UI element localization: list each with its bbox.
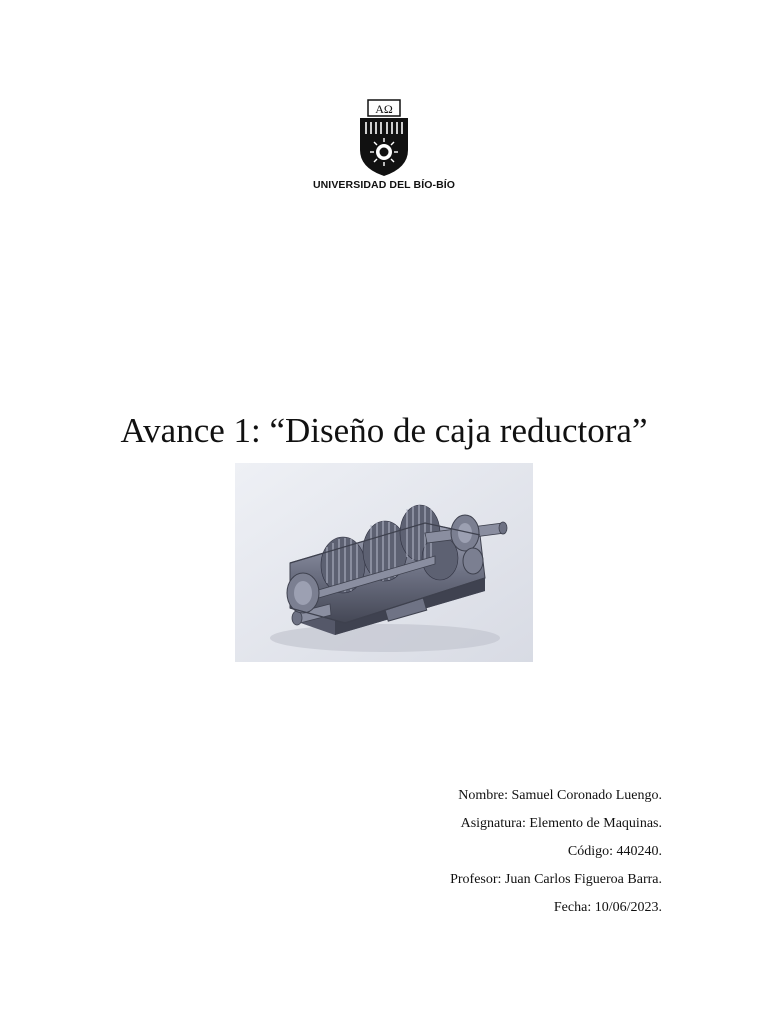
gearbox-image: [235, 463, 533, 662]
info-profesor: Profesor: Juan Carlos Figueroa Barra.: [450, 872, 662, 887]
info-nombre: Nombre: Samuel Coronado Luengo.: [458, 788, 662, 803]
document-title: Avance 1: “Diseño de caja reductora”: [120, 411, 648, 450]
university-logo: [280, 98, 488, 198]
university-name: UNIVERSIDAD DEL BÍO-BÍO: [312, 179, 456, 191]
student-info: [450, 786, 662, 926]
svg-text:AΩ: AΩ: [375, 102, 393, 116]
info-codigo: Código: 440240.: [567, 844, 662, 859]
info-fecha: Fecha: 10/06/2023.: [553, 900, 662, 915]
info-asignatura: Asignatura: Elemento de Maquinas.: [460, 816, 662, 831]
university-crest-icon: [358, 98, 410, 178]
